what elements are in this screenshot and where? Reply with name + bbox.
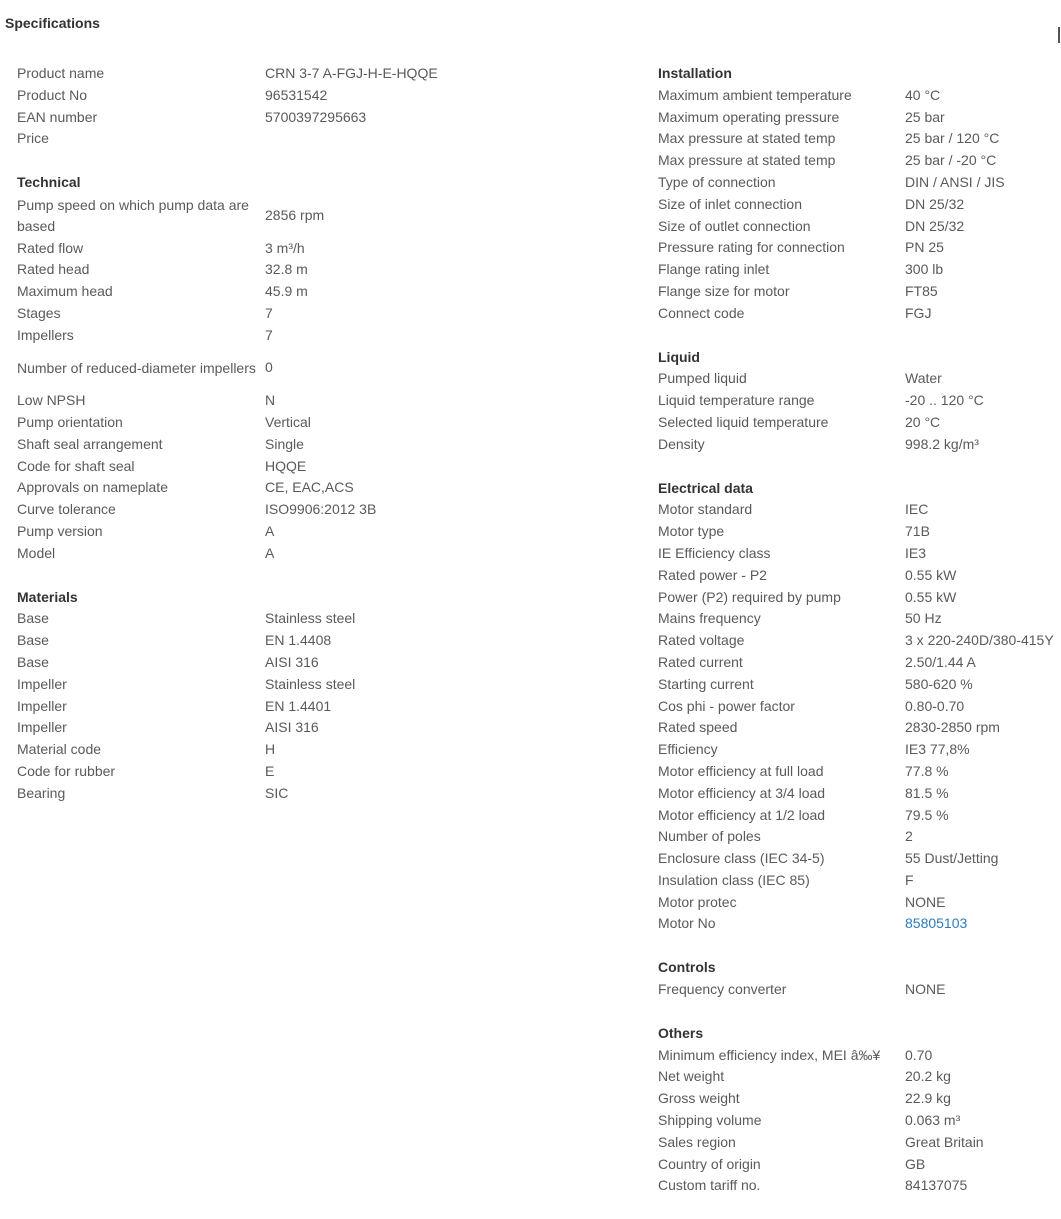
spec-value: SIC [265,784,289,801]
spec-value: 32.8 m [265,261,308,278]
section-heading: Installation [658,65,732,81]
spec-label: Motor efficiency at 1/2 load [658,806,826,823]
spec-row [658,128,1061,150]
spec-label: Rated flow [17,239,84,256]
spec-row [17,194,617,238]
spec-value: EN 1.4408 [265,632,332,649]
spec-label: Base [17,653,49,670]
spec-label: Rated speed [658,719,738,736]
spec-value: 55 Dust/Jetting [905,850,999,867]
spec-label: Shipping volume [658,1112,762,1129]
spec-label: Type of connection [658,173,776,190]
spec-value-link[interactable]: 85805103 [905,915,968,932]
spec-label: Low NPSH [17,392,86,409]
spec-value: 0.80-0.70 [905,697,965,714]
spec-row [658,194,1061,216]
spec-row [17,739,617,761]
spec-value: 50 Hz [905,610,942,627]
spec-label: Flange size for motor [658,282,790,299]
spec-label: EAN number [17,108,98,125]
spec-row [658,674,1061,696]
spec-value: A [265,544,275,561]
spec-row [658,979,1061,1001]
spec-value: 2.50/1.44 A [905,653,976,670]
spec-label: Material code [17,741,102,758]
scrollbar[interactable] [1058,27,1060,43]
spec-row [17,652,617,674]
spec-value: 5700397295663 [265,108,367,125]
spec-value: Great Britain [905,1133,984,1150]
spec-row [658,1110,1061,1132]
spec-row [17,543,617,565]
spec-row [658,783,1061,805]
section-liquid [658,347,1061,456]
spec-value: 77.8 % [905,762,949,779]
spec-value: 0.55 kW [905,566,957,583]
spec-row [658,913,1061,935]
spec-value: AISI 316 [265,653,319,670]
spec-value: 22.9 kg [905,1090,951,1107]
spec-value: 84137075 [905,1177,968,1194]
spec-label: Motor No [658,915,716,932]
spec-label: Maximum operating pressure [658,108,840,125]
spec-row [658,630,1061,652]
spec-label: Starting current [658,675,754,692]
left-column [17,63,617,827]
spec-value: HQQE [265,457,307,474]
spec-row [658,216,1061,238]
spec-value: 3 m³/h [265,239,305,256]
spec-row [658,85,1061,107]
spec-row [658,805,1061,827]
spec-value: 20 °C [905,413,941,430]
spec-row [658,368,1061,390]
spec-row [658,652,1061,674]
spec-row [17,325,617,347]
spec-row [658,172,1061,194]
spec-value: 25 bar [905,108,945,125]
spec-label: Number of poles [658,828,761,845]
spec-value: 79.5 % [905,806,949,823]
spec-row [658,521,1061,543]
spec-value: 2 [905,828,913,845]
section-heading: Electrical data [658,479,753,496]
spec-value: DIN / ANSI / JIS [905,173,1005,190]
spec-value: 96531542 [265,86,328,103]
spec-row [658,150,1061,172]
section-electrical-data [658,478,1061,936]
spec-row [17,696,617,718]
spec-value: 0.55 kW [905,588,957,605]
spec-label: Pump speed on which pump data are based [17,197,249,234]
spec-label: Pressure rating for connection [658,239,845,256]
spec-label: Flange rating inlet [658,261,770,278]
spec-value: N [265,392,276,409]
spec-value: 45.9 m [265,283,308,300]
section-controls [658,957,1061,1001]
spec-label: Minimum efficiency index, MEI â‰¥ [658,1046,881,1063]
spec-label: Frequency converter [658,981,787,998]
spec-label: Max pressure at stated temp [658,130,836,147]
spec-row [658,739,1061,761]
spec-label: Shaft seal arrangement [17,435,163,452]
spec-value: 998.2 kg/m³ [905,435,979,452]
spec-label: Maximum head [17,283,113,300]
spec-value: E [265,762,275,779]
spec-value: ISO9906:2012 3B [265,501,377,518]
spec-label: Liquid temperature range [658,392,815,409]
spec-value: -20 .. 120 °C [905,392,984,409]
spec-value: IE3 77,8% [905,741,970,758]
spec-row [658,696,1061,718]
spec-row [17,477,617,499]
spec-row [658,281,1061,303]
spec-value: 25 bar / -20 °C [905,152,997,169]
spec-value: 2856 rpm [265,206,325,223]
spec-row [658,1154,1061,1176]
section-product [17,63,617,150]
spec-label: Pump orientation [17,413,123,430]
spec-label: Country of origin [658,1155,761,1172]
spec-value: 20.2 kg [905,1068,951,1085]
spec-label: Max pressure at stated temp [658,152,836,169]
spec-row [17,761,617,783]
spec-value: F [905,871,914,888]
spec-row [17,107,617,129]
spec-value: GB [905,1155,926,1172]
spec-row [17,85,617,107]
spec-label: Maximum ambient temperature [658,86,852,103]
spec-value: NONE [905,981,946,998]
spec-label: Bearing [17,784,66,801]
spec-row [17,259,617,281]
spec-label: Connect code [658,304,745,321]
spec-row [658,390,1061,412]
spec-row [17,412,617,434]
spec-row [17,281,617,303]
section-installation [658,63,1061,325]
spec-label: Curve tolerance [17,501,116,518]
spec-label: Density [658,435,705,452]
spec-value: FGJ [905,304,932,321]
section-heading: Technical [17,174,81,191]
spec-row [658,434,1061,456]
spec-row [658,237,1061,259]
spec-value: CE, EAC,ACS [265,479,354,496]
spec-label: Pump version [17,522,103,539]
spec-row [658,259,1061,281]
spec-label: Impellers [17,326,74,343]
spec-row [658,499,1061,521]
section-technical [17,172,617,564]
section-heading: Materials [17,588,78,605]
spec-row [658,543,1061,565]
spec-value: PN 25 [905,239,944,256]
spec-value: 580-620 % [905,675,973,692]
spec-value: 3 x 220-240D/380-415Y [905,632,1054,649]
spec-label: Sales region [658,1133,736,1150]
spec-label: Impeller [17,697,67,714]
spec-value: IE3 [905,544,927,561]
spec-row [658,1088,1061,1110]
spec-value: EN 1.4401 [265,697,332,714]
spec-label: Custom tariff no. [658,1177,761,1194]
spec-value: 0.70 [905,1046,933,1063]
spec-row [658,1132,1061,1154]
spec-label: Code for rubber [17,762,116,779]
spec-value: 0 [265,359,273,376]
spec-label: Approvals on nameplate [17,479,168,496]
spec-row [658,848,1061,870]
section-materials [17,587,617,805]
spec-row [658,826,1061,848]
spec-label: Motor standard [658,501,753,518]
spec-row [17,63,617,85]
spec-row [17,521,617,543]
spec-label: Base [17,610,49,627]
spec-row [658,1066,1061,1088]
spec-label: Price [17,130,49,147]
spec-label: Product name [17,65,105,81]
spec-label: Stages [17,304,61,321]
spec-value: Stainless steel [265,675,356,692]
spec-value: 2830-2850 rpm [905,719,1000,736]
spec-row [17,499,617,521]
spec-row [17,128,617,150]
spec-value: Vertical [265,413,311,430]
spec-label: Impeller [17,719,67,736]
spec-row [17,717,617,739]
spec-label: Gross weight [658,1090,740,1107]
spec-row [17,608,617,630]
spec-label: Motor efficiency at full load [658,762,824,779]
spec-label: Size of outlet connection [658,217,811,234]
spec-label: Selected liquid temperature [658,413,829,430]
spec-row [17,674,617,696]
page-title: Specifications [5,15,100,31]
spec-row [658,412,1061,434]
spec-value: Single [265,435,304,452]
spec-value: 71B [905,523,930,540]
spec-label: Product No [17,86,88,103]
spec-label: IE Efficiency class [658,544,771,561]
section-heading: Liquid [658,348,700,365]
section-others [658,1023,1061,1197]
spec-label: Base [17,632,49,649]
spec-value: FT85 [905,282,938,299]
spec-label: Motor type [658,523,725,540]
spec-label: Net weight [658,1068,725,1085]
spec-label: Impeller [17,675,67,692]
spec-value: NONE [905,893,946,910]
spec-value: 7 [265,304,273,321]
spec-row [17,347,617,391]
spec-value: DN 25/32 [905,195,965,212]
spec-value: DN 25/32 [905,217,965,234]
spec-row [658,892,1061,914]
spec-value: Stainless steel [265,610,356,627]
spec-value: A [265,522,275,539]
spec-label: Efficiency [658,741,718,758]
spec-label: Rated head [17,261,90,278]
spec-row [658,303,1061,325]
spec-label: Rated current [658,653,743,670]
spec-label: Mains frequency [658,610,761,627]
spec-value: 0.063 m³ [905,1112,961,1129]
spec-value: 7 [265,326,273,343]
spec-label: Motor efficiency at 3/4 load [658,784,826,801]
spec-row [658,1045,1061,1067]
spec-row [658,608,1061,630]
spec-label: Size of inlet connection [658,195,802,212]
spec-label: Power (P2) required by pump [658,588,841,605]
spec-row [17,303,617,325]
spec-label: Enclosure class (IEC 34-5) [658,850,825,867]
spec-label: Motor protec [658,893,737,910]
spec-row [17,434,617,456]
spec-row [17,783,617,805]
spec-label: Number of reduced-diameter impellers [17,360,256,377]
spec-value: 25 bar / 120 °C [905,130,1000,147]
spec-value: 81.5 % [905,784,949,801]
spec-label: Code for shaft seal [17,457,135,474]
spec-value: 40 °C [905,86,941,103]
spec-row [17,390,617,412]
section-heading: Controls [658,959,716,976]
spec-value: CRN 3-7 A-FGJ-H-E-HQQE [265,65,438,81]
spec-row [658,1175,1061,1197]
spec-row [658,565,1061,587]
spec-label: Pumped liquid [658,370,747,387]
spec-label: Rated voltage [658,632,745,649]
spec-label: Insulation class (IEC 85) [658,871,810,888]
spec-value: Water [905,370,942,387]
spec-value: AISI 316 [265,719,319,736]
right-column [658,63,1061,1219]
spec-value: IEC [905,501,929,518]
spec-row [17,456,617,478]
spec-value: H [265,741,276,758]
spec-value: 300 lb [905,261,944,278]
spec-row [17,238,617,260]
spec-row [658,717,1061,739]
spec-label: Cos phi - power factor [658,697,795,714]
spec-row [658,761,1061,783]
spec-row [658,107,1061,129]
spec-label: Rated power - P2 [658,566,767,583]
spec-row [17,630,617,652]
spec-row [658,587,1061,609]
spec-row [658,870,1061,892]
spec-label: Model [17,544,56,561]
section-heading: Others [658,1024,704,1041]
